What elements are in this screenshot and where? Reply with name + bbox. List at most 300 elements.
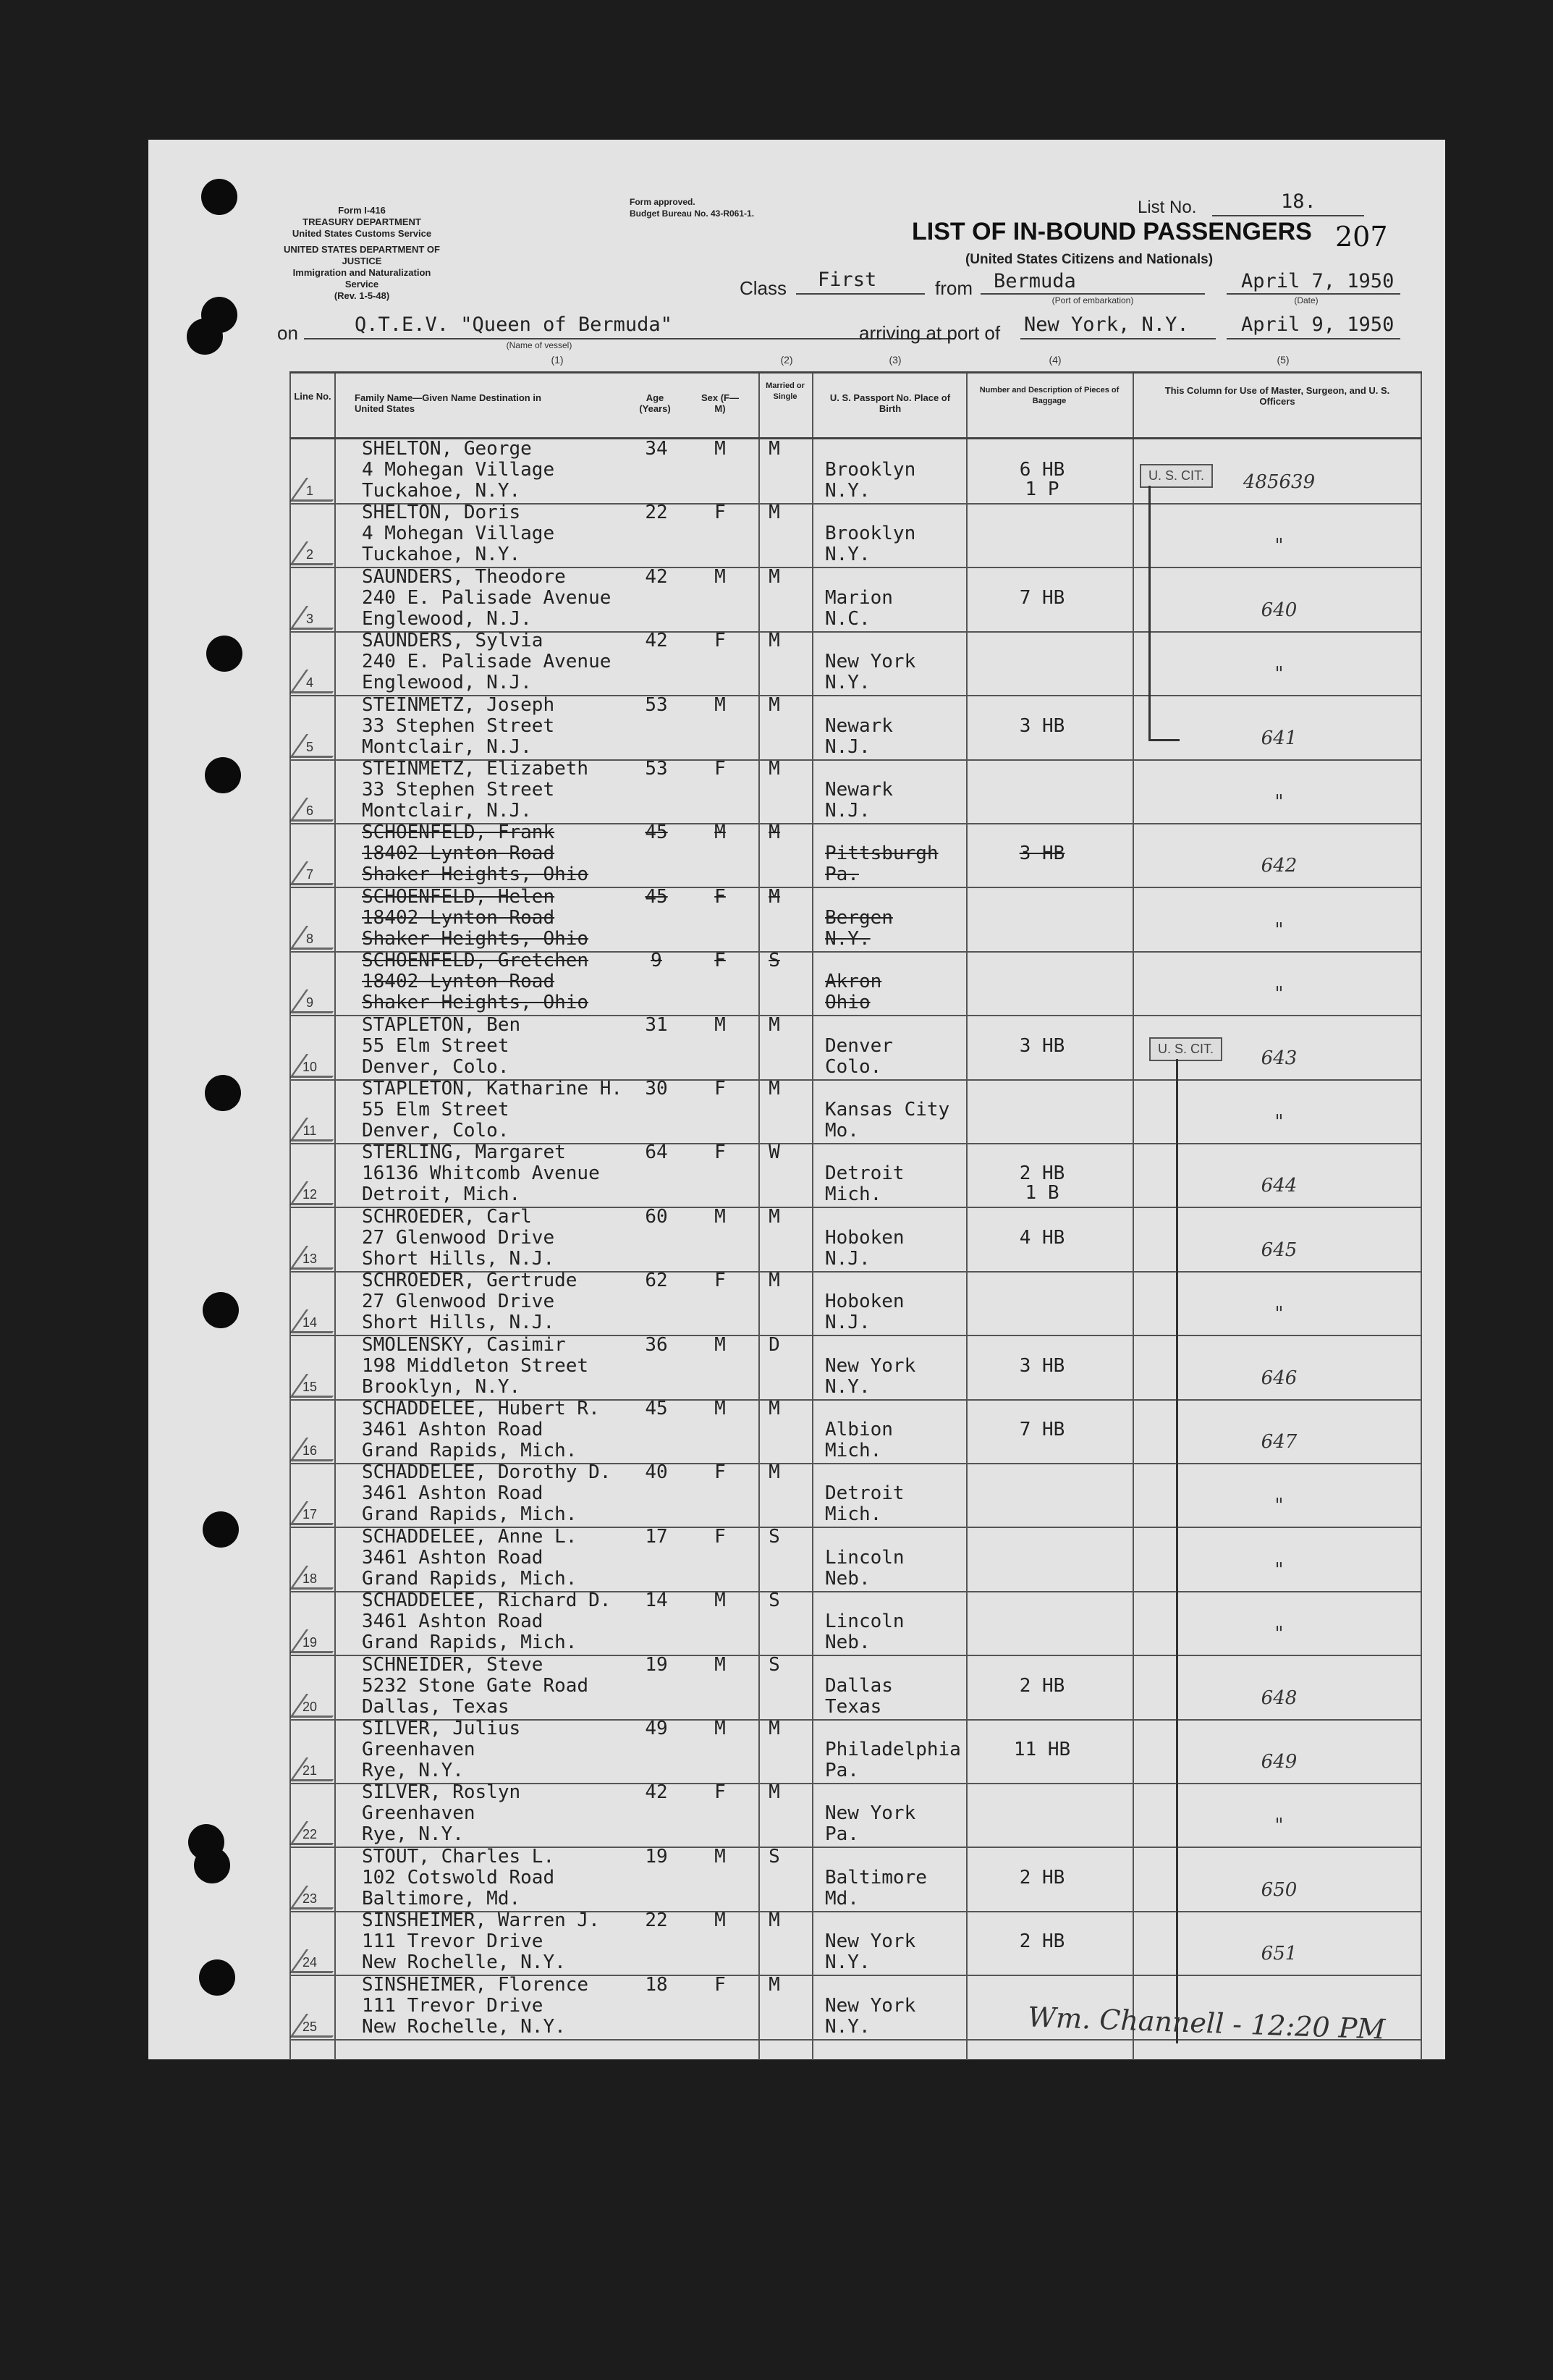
baggage-line-1: 3 HB: [1019, 1354, 1065, 1377]
marital-status: M: [769, 502, 780, 524]
line-number: 2: [305, 547, 313, 562]
marital-status: S: [769, 1525, 780, 1548]
officer-note: 651: [1261, 1943, 1298, 1965]
birthplace-state: N.Y.: [825, 480, 871, 502]
arrival-port: New York, N.Y.: [1024, 313, 1189, 336]
check-mark: [289, 861, 349, 885]
table-row: [289, 1399, 1422, 1464]
sex-value: M: [714, 1845, 726, 1868]
sex-value: F: [714, 1078, 726, 1100]
address-line-1: 27 Glenwood Drive: [362, 1291, 555, 1313]
line-number: 3: [305, 611, 313, 626]
birthplace-state: Neb.: [825, 1567, 871, 1590]
check-mark: [289, 1309, 349, 1333]
address-line-2: New Rochelle, N.Y.: [362, 1951, 566, 1974]
col-officers: This Column for Use of Master, Surgeon, and U. S. Officers: [1164, 385, 1390, 407]
marital-status: M: [769, 1461, 780, 1484]
address-line-2: Montclair, N.J.: [362, 800, 532, 822]
sex-value: F: [714, 950, 726, 972]
line-number: 10: [302, 1059, 318, 1074]
table-row: [289, 1207, 1422, 1273]
sex-value: M: [714, 1590, 726, 1612]
line-number: 11: [302, 1123, 317, 1138]
age-value: 60: [645, 1205, 668, 1228]
birthplace-state: N.Y.: [825, 927, 871, 950]
treasury-dept: TREASURY DEPARTMENT: [302, 216, 421, 227]
from-label: from: [935, 277, 973, 299]
marital-status: W: [769, 1142, 780, 1164]
address-line-2: Shaker Heights, Ohio: [362, 864, 589, 886]
binder-hole: [187, 318, 223, 355]
binder-hole: [201, 179, 237, 215]
birthplace-state: N.J.: [825, 735, 871, 758]
sex-value: M: [714, 565, 726, 588]
table-row: [289, 887, 1422, 953]
line-number: 9: [305, 995, 313, 1010]
table-row: [289, 1591, 1422, 1656]
marital-status: M: [769, 885, 780, 908]
table-row: [289, 951, 1422, 1016]
age-value: 62: [645, 1270, 668, 1292]
address-line-1: Greenhaven: [362, 1802, 475, 1825]
sex-value: M: [714, 438, 726, 460]
line-number: 1: [305, 484, 313, 498]
age-value: 36: [645, 1333, 668, 1356]
birthplace-state: Pa.: [825, 864, 859, 886]
birthplace-city: Brooklyn: [825, 523, 916, 545]
binder-hole: [199, 1959, 235, 1996]
officer-note: 646: [1261, 1367, 1298, 1389]
passenger-name: SCHADDELEE, Dorothy D.: [362, 1461, 612, 1484]
table-row: [289, 1655, 1422, 1721]
address-line-1: 5232 Stone Gate Road: [362, 1674, 589, 1697]
marital-status: M: [769, 565, 780, 588]
address-line-1: 111 Trevor Drive: [362, 1930, 543, 1953]
arrival-date: April 9, 1950: [1241, 313, 1395, 336]
col-num-4: (4): [1049, 354, 1062, 366]
age-value: 64: [645, 1142, 668, 1164]
passenger-name: SAUNDERS, Theodore: [362, 565, 566, 588]
col-passport: U. S. Passport No. Place of Birth: [829, 392, 951, 414]
address-line-1: Greenhaven: [362, 1739, 475, 1760]
officer-note: 641: [1261, 727, 1298, 749]
check-mark: [289, 1757, 349, 1781]
birthplace-state: N.Y.: [825, 2015, 871, 2038]
age-value: 14: [645, 1590, 668, 1612]
address-line-2: Short Hills, N.J.: [362, 1312, 555, 1334]
address-line-2: Englewood, N.J.: [362, 672, 532, 694]
baggage-line-1: 7 HB: [1019, 1419, 1065, 1440]
table-row: [289, 1783, 1422, 1848]
col-num-5: (5): [1277, 354, 1290, 366]
passenger-name: STERLING, Margaret: [362, 1142, 566, 1164]
baggage-line-1: 2 HB: [1019, 1930, 1065, 1953]
table-row: [289, 1013, 1422, 1081]
page-subtitle: (United States Citizens and Nationals): [965, 252, 1214, 267]
on-label: on: [277, 322, 298, 344]
line-number: 7: [305, 867, 313, 882]
address-line-2: Grand Rapids, Mich.: [362, 1503, 577, 1526]
baggage-line-1: 3 HB: [1019, 1034, 1065, 1057]
col-age: Age (Years): [639, 392, 671, 414]
departure-date: April 7, 1950: [1241, 270, 1395, 292]
age-value: 40: [645, 1461, 668, 1484]
line-number: 15: [302, 1379, 318, 1394]
age-value: 42: [645, 1781, 668, 1804]
marital-status: M: [769, 822, 780, 844]
address-line-1: 111 Trevor Drive: [362, 1994, 543, 2017]
baggage-line-1: 11 HB: [1013, 1739, 1071, 1760]
officer-note: ": [1274, 1558, 1284, 1581]
birthplace-state: Neb.: [825, 1632, 871, 1654]
sex-value: F: [714, 630, 726, 652]
form-block: [275, 205, 449, 302]
check-mark: [289, 478, 349, 502]
sex-value: M: [714, 693, 726, 716]
us-cit-stamp-2: U. S. CIT.: [1149, 1037, 1222, 1061]
passenger-name: SCHROEDER, Carl: [362, 1205, 532, 1228]
birthplace-city: Brooklyn: [825, 459, 916, 481]
officer-note: 643: [1261, 1047, 1298, 1069]
birthplace-state: N.Y.: [825, 544, 871, 566]
age-value: 45: [645, 822, 668, 844]
passenger-name: STAPLETON, Katharine H.: [362, 1078, 623, 1100]
birthplace-city: New York: [825, 1354, 916, 1377]
check-mark: [289, 1566, 349, 1590]
approval-block: [630, 196, 847, 219]
table-row: [289, 1271, 1422, 1336]
table-row: [289, 503, 1422, 568]
birthplace-city: Newark: [825, 779, 893, 801]
birthplace-state: Mich.: [825, 1503, 882, 1526]
col-married: Married or Single: [766, 381, 805, 401]
birthplace-state: Colo.: [825, 1055, 882, 1078]
birthplace-city: Dallas: [825, 1674, 893, 1697]
address-line-2: Rye, N.Y.: [362, 1823, 464, 1846]
line-number: 22: [302, 1827, 318, 1842]
address-line-2: Grand Rapids, Mich.: [362, 1632, 577, 1654]
sex-value: F: [714, 502, 726, 524]
sex-value: M: [714, 822, 726, 844]
address-line-2: Denver, Colo.: [362, 1120, 509, 1142]
revision: (Rev. 1-5-48): [334, 290, 390, 301]
col-baggage: Number and Description of Pieces of Baggage: [979, 386, 1120, 405]
passenger-name: SHELTON, George: [362, 438, 532, 460]
baggage-line-1: 6 HB: [1019, 459, 1065, 481]
vessel-caption: (Name of vessel): [506, 340, 572, 350]
address-line-2: Rye, N.Y.: [362, 1760, 464, 1781]
check-mark: [289, 541, 349, 565]
birthplace-city: Hoboken: [825, 1291, 905, 1313]
table-row: [289, 631, 1422, 696]
table-row: [289, 567, 1422, 633]
col-line-no: Line No.: [294, 391, 331, 402]
passenger-name: STEINMETZ, Joseph: [362, 693, 555, 716]
check-mark: [289, 989, 349, 1013]
age-value: 53: [645, 758, 668, 780]
address-line-1: 4 Mohegan Village: [362, 459, 555, 481]
birthplace-city: Akron: [825, 971, 882, 993]
officer-note: 644: [1261, 1175, 1298, 1197]
age-value: 9: [651, 950, 662, 972]
officer-note: ": [1274, 1111, 1284, 1133]
check-mark: [289, 606, 349, 630]
address-line-1: 240 E. Palisade Avenue: [362, 586, 612, 609]
sex-value: M: [714, 1205, 726, 1228]
birthplace-city: Denver: [825, 1034, 893, 1057]
bracket-1: [1148, 486, 1180, 741]
form-approved: Form approved.: [630, 197, 695, 207]
birthplace-city: Pittsburgh: [825, 843, 939, 865]
line-number: 13: [302, 1251, 318, 1266]
address-line-2: Shaker Heights, Ohio: [362, 927, 589, 950]
marital-status: M: [769, 1398, 780, 1419]
passenger-name: SINSHEIMER, Florence: [362, 1973, 589, 1996]
address-line-1: 55 Elm Street: [362, 1034, 509, 1057]
birthplace-state: Mich.: [825, 1440, 882, 1461]
age-value: 17: [645, 1525, 668, 1548]
officer-note: ": [1274, 1495, 1284, 1517]
officer-note: ": [1274, 1815, 1284, 1837]
address-line-1: 18402 Lynton Road: [362, 906, 555, 929]
sex-value: F: [714, 1142, 726, 1164]
sex-value: F: [714, 1270, 726, 1292]
birthplace-state: Pa.: [825, 1823, 859, 1846]
check-mark: [289, 1821, 349, 1845]
check-mark: [289, 1246, 349, 1270]
col-sex: Sex (F—M): [701, 392, 739, 414]
officer-note: ": [1274, 535, 1284, 557]
table-row: [289, 439, 1422, 505]
check-mark: [289, 1374, 349, 1398]
baggage-line-1: 4 HB: [1019, 1226, 1065, 1249]
birthplace-state: N.J.: [825, 1247, 871, 1270]
birthplace-state: N.C.: [825, 607, 871, 630]
address-line-1: 18402 Lynton Road: [362, 843, 555, 865]
passenger-name: SCHOENFELD, Helen: [362, 885, 555, 908]
baggage-line-2: 1 P: [1025, 478, 1059, 500]
form-number: Form I-416: [338, 205, 386, 216]
passenger-name: SAUNDERS, Sylvia: [362, 630, 543, 652]
line-number: 5: [305, 739, 313, 754]
address-line-2: New Rochelle, N.Y.: [362, 2015, 566, 2038]
marital-status: M: [769, 1205, 780, 1228]
marital-status: S: [769, 1845, 780, 1868]
line-number: 20: [302, 1699, 318, 1714]
age-value: 30: [645, 1078, 668, 1100]
marital-status: M: [769, 1781, 780, 1804]
list-no-value: 18.: [1281, 190, 1316, 213]
marital-status: M: [769, 693, 780, 716]
age-value: 18: [645, 1973, 668, 1996]
marital-status: M: [769, 630, 780, 652]
address-line-1: 3461 Ashton Road: [362, 1546, 543, 1569]
birthplace-city: New York: [825, 1994, 916, 2017]
baggage-line-1: 3 HB: [1019, 714, 1065, 737]
table-row: [289, 759, 1422, 824]
birthplace-city: Newark: [825, 714, 893, 737]
address-line-1: 4 Mohegan Village: [362, 523, 555, 545]
inspector-signature: Wm. Channell - 12:20 PM: [1027, 2001, 1386, 2046]
binder-hole: [194, 1847, 230, 1883]
age-value: 22: [645, 502, 668, 524]
table-row: [289, 1911, 1422, 1976]
birthplace-state: Texas: [825, 1695, 882, 1718]
sex-value: F: [714, 1461, 726, 1484]
baggage-line-1: 3 HB: [1019, 843, 1065, 865]
birthplace-state: Mich.: [825, 1183, 882, 1206]
officer-note: 645: [1261, 1238, 1298, 1261]
passenger-name: SILVER, Roslyn: [362, 1781, 521, 1804]
marital-status: M: [769, 1270, 780, 1292]
officer-note: ": [1274, 919, 1284, 941]
address-line-2: Brooklyn, N.Y.: [362, 1375, 521, 1398]
officer-note: 650: [1261, 1878, 1298, 1901]
col-num-1: (1): [551, 354, 564, 366]
table-row: [289, 1463, 1422, 1528]
justice-dept: UNITED STATES DEPARTMENT OF JUSTICE: [284, 244, 440, 266]
passenger-name: SMOLENSKY, Casimir: [362, 1333, 566, 1356]
check-mark: [289, 1694, 349, 1718]
line-number: 12: [302, 1187, 318, 1202]
officer-note: ": [1274, 1623, 1284, 1645]
birthplace-state: N.Y.: [825, 1951, 871, 1974]
line-number: 19: [302, 1635, 318, 1650]
birthplace-state: Mo.: [825, 1120, 859, 1142]
passenger-name: SCHADDELEE, Hubert R.: [362, 1398, 600, 1419]
check-mark: [289, 798, 349, 822]
officer-note: ": [1274, 1303, 1284, 1325]
from-caption: (Port of embarkation): [1051, 295, 1134, 305]
check-mark: [289, 1629, 349, 1653]
passenger-name: SCHOENFELD, Frank: [362, 822, 555, 844]
address-line-1: 33 Stephen Street: [362, 714, 555, 737]
binder-hole: [203, 1511, 239, 1548]
table-row: [289, 1847, 1422, 1912]
binder-hole: [205, 757, 241, 793]
age-value: 42: [645, 630, 668, 652]
sex-value: M: [714, 1013, 726, 1036]
class-value: First: [818, 269, 877, 291]
age-value: 34: [645, 438, 668, 460]
line-number: 4: [305, 675, 313, 691]
manifest-page: [148, 140, 1445, 2059]
line-number: 14: [302, 1315, 318, 1330]
check-mark: [289, 926, 349, 950]
table-row: [289, 1335, 1422, 1401]
address-line-2: Shaker Heights, Ohio: [362, 992, 589, 1014]
page-title: LIST OF IN-BOUND PASSENGERS: [912, 218, 1312, 245]
birthplace-city: Kansas City: [825, 1099, 950, 1121]
marital-status: S: [769, 950, 780, 972]
officer-note: 485639: [1243, 471, 1316, 493]
birthplace-state: Pa.: [825, 1760, 859, 1781]
address-line-2: Montclair, N.J.: [362, 735, 532, 758]
address-line-2: Tuckahoe, N.Y.: [362, 480, 521, 502]
birthplace-state: N.Y.: [825, 672, 871, 694]
budget-bureau: Budget Bureau No. 43-R061-1.: [630, 208, 755, 219]
line-number: 6: [305, 803, 313, 818]
passenger-name: SCHADDELEE, Richard D.: [362, 1590, 612, 1612]
passenger-name: STOUT, Charles L.: [362, 1845, 555, 1868]
passenger-name: SCHNEIDER, Steve: [362, 1653, 543, 1676]
marital-status: M: [769, 1910, 780, 1932]
age-value: 22: [645, 1910, 668, 1932]
age-value: 45: [645, 885, 668, 908]
col-num-2: (2): [780, 354, 793, 366]
address-line-2: Dallas, Texas: [362, 1695, 509, 1718]
marital-status: M: [769, 1013, 780, 1036]
address-line-1: 33 Stephen Street: [362, 779, 555, 801]
birthplace-state: N.J.: [825, 800, 871, 822]
marital-status: M: [769, 438, 780, 460]
officer-note: 640: [1261, 599, 1298, 621]
baggage-line-1: 2 HB: [1019, 1674, 1065, 1697]
officer-note: ": [1274, 663, 1284, 685]
address-line-2: Detroit, Mich.: [362, 1183, 521, 1206]
age-value: 42: [645, 565, 668, 588]
check-mark: [289, 1118, 349, 1142]
vessel-name: Q.T.E.V. "Queen of Bermuda": [355, 313, 672, 336]
date-caption: (Date): [1294, 295, 1319, 305]
birthplace-state: N.Y.: [825, 1375, 871, 1398]
age-value: 53: [645, 693, 668, 716]
us-cit-stamp-1: U. S. CIT.: [1140, 464, 1213, 488]
address-line-1: 16136 Whitcomb Avenue: [362, 1162, 600, 1185]
line-number: 18: [302, 1571, 318, 1586]
birthplace-city: Detroit: [825, 1162, 905, 1185]
birthplace-city: Marion: [825, 586, 893, 609]
marital-status: M: [769, 1078, 780, 1100]
line-number: 23: [302, 1891, 318, 1906]
marital-status: S: [769, 1590, 780, 1612]
class-label: Class: [740, 277, 787, 299]
check-mark: [289, 1949, 349, 1973]
baggage-line-1: 2 HB: [1019, 1866, 1065, 1889]
address-line-1: 240 E. Palisade Avenue: [362, 651, 612, 673]
line-number: 21: [302, 1763, 318, 1778]
table-row: [289, 693, 1422, 761]
officer-note: 642: [1261, 855, 1298, 877]
age-value: 19: [645, 1653, 668, 1676]
birthplace-city: New York: [825, 651, 916, 673]
check-mark: [289, 1438, 349, 1461]
address-line-2: Englewood, N.J.: [362, 607, 532, 630]
marital-status: M: [769, 1973, 780, 1996]
marital-status: D: [769, 1333, 780, 1356]
customs-service: United States Customs Service: [292, 228, 432, 239]
address-line-1: 55 Elm Street: [362, 1099, 509, 1121]
birthplace-state: Md.: [825, 1887, 859, 1910]
address-line-2: Tuckahoe, N.Y.: [362, 544, 521, 566]
address-line-1: 3461 Ashton Road: [362, 1611, 543, 1633]
address-line-2: Grand Rapids, Mich.: [362, 1567, 577, 1590]
age-value: 19: [645, 1845, 668, 1868]
ins-service: Immigration and Naturalization Service: [292, 267, 431, 290]
officer-note: 647: [1261, 1431, 1298, 1453]
sex-value: F: [714, 1781, 726, 1804]
sex-value: M: [714, 1653, 726, 1676]
baggage-line-1: 2 HB: [1019, 1162, 1065, 1185]
birthplace-city: Baltimore: [825, 1866, 927, 1889]
address-line-1: 3461 Ashton Road: [362, 1482, 543, 1505]
table-row: [289, 1079, 1422, 1144]
col-name: Family Name—Given Name Destination in United States: [355, 392, 541, 414]
line-number: 17: [302, 1507, 318, 1522]
address-line-2: Baltimore, Md.: [362, 1887, 521, 1910]
list-no-label: List No.: [1138, 198, 1197, 217]
sex-value: M: [714, 1398, 726, 1419]
